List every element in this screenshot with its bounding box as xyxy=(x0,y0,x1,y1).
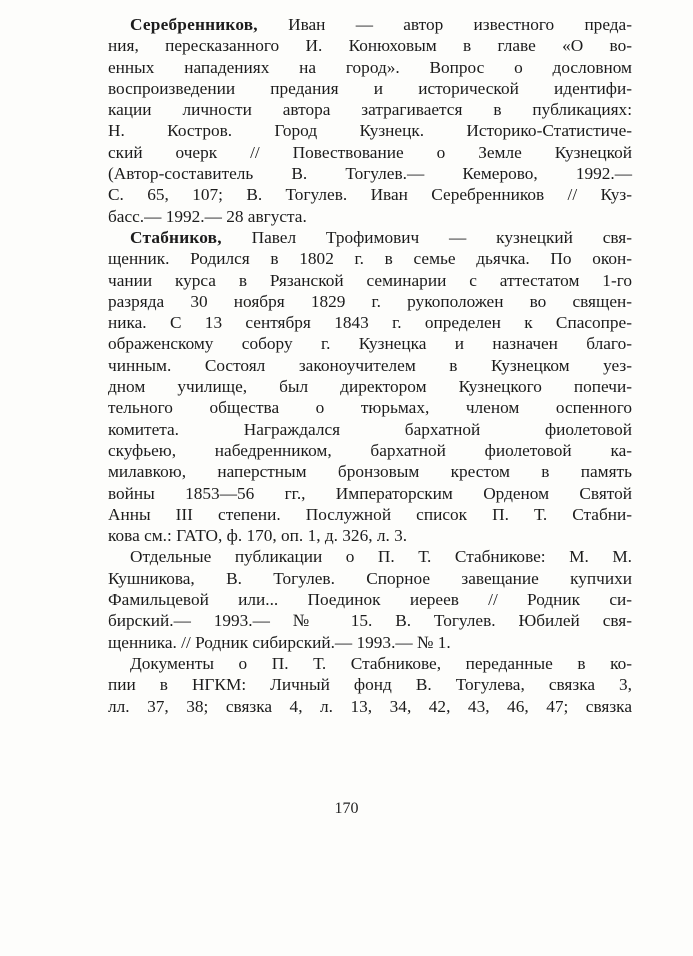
text-line: кова см.: ГАТО, ф. 170, оп. 1, д. 326, л. 3. xyxy=(108,526,408,546)
text-line: Документы о П. Т. Стабникове, переданные в ко- xyxy=(130,653,632,673)
text-line: скуфьею, набедренником, бархатной фиолетовой ка- xyxy=(108,440,632,460)
text-line: тельного общества о тюрьмах, членом оспенного xyxy=(108,398,632,418)
text-line: бирский.— 1993.— № 15. В. Тогулев. Юбилей свя- xyxy=(108,611,632,631)
text-line: Анны III степени. Послужной список П. Т. Стабни- xyxy=(108,504,632,524)
entry-heading: Стабников, xyxy=(130,227,222,247)
text-line: воспроизведении предания и исторической идентифи- xyxy=(108,78,632,98)
text-line: кации личности автора затрагивается в публикациях: xyxy=(108,100,632,120)
text-line: Серебренников, Иван — автор известного преда- xyxy=(130,15,632,34)
text-line: (Автор-составитель В. Тогулев.— Кемерово, 1992.— xyxy=(108,164,632,184)
text-line: басс.— 1992.— 28 августа. xyxy=(108,206,307,226)
text-line: разряда 30 ноября 1829 г. рукоположен во священ- xyxy=(108,291,632,311)
text-line: Н. Костров. Город Кузнецк. Историко-Статистиче- xyxy=(108,121,632,141)
text-line: чинным. Состоял законоучителем в Кузнецком уез- xyxy=(108,355,632,375)
text-line: щенник. Родился в 1802 г. в семье дьячка. По окон- xyxy=(108,249,632,269)
text-line: комитета. Награждался бархатной фиолетовой xyxy=(108,419,632,439)
text-line: С. 65, 107; В. Тогулев. Иван Серебренников // Куз- xyxy=(108,185,632,205)
page-number: 170 xyxy=(334,800,359,817)
text-line: Фамильцевой или... Поединок иереев // Родник си- xyxy=(108,590,632,610)
paragraph-documents xyxy=(108,653,632,717)
text-line: ский очерк // Повествование о Земле Кузнецкой xyxy=(108,142,632,162)
text-line: ображенскому собору г. Кузнецка и назначен благо- xyxy=(108,334,632,354)
text-line: милавкою, наперстным бронзовым крестом в память xyxy=(108,462,632,482)
entry-heading: Серебренников, xyxy=(130,15,258,34)
text-line: ника. С 13 сентября 1843 г. определен к Спасопре- xyxy=(108,313,632,333)
entry-serebrennikov xyxy=(108,14,632,227)
page-body xyxy=(108,14,632,717)
text-line: пии в НГКМ: Личный фонд В. Тогулева, связка 3, xyxy=(108,675,632,695)
text-line: ния, пересказанного И. Конюховым в главе «О во- xyxy=(108,36,632,56)
paragraph-publications xyxy=(108,546,632,652)
text-line: Стабников, Павел Трофимович — кузнецкий свя- xyxy=(130,227,632,247)
text-line: лл. 37, 38; связка 4, л. 13, 34, 42, 43, 46, 47; связка xyxy=(108,696,632,716)
text-line: Кушникова, В. Тогулев. Спорное завещание купчихи xyxy=(108,568,632,588)
text-line: войны 1853—56 гг., Императорским Орденом Святой xyxy=(108,483,632,503)
entry-stabnikov xyxy=(108,227,632,546)
text-line: Отдельные публикации о П. Т. Стабникове: М. М. xyxy=(130,547,632,567)
text-line: щенника. // Родник сибирский.— 1993.— № 1. xyxy=(108,632,451,652)
text-line: енных нападениях на город». Вопрос о дословном xyxy=(108,57,632,77)
text-line: дном училище, был директором Кузнецкого попечи- xyxy=(108,377,632,397)
text-line: чании курса в Рязанской семинарии с аттестатом 1-го xyxy=(108,270,632,290)
